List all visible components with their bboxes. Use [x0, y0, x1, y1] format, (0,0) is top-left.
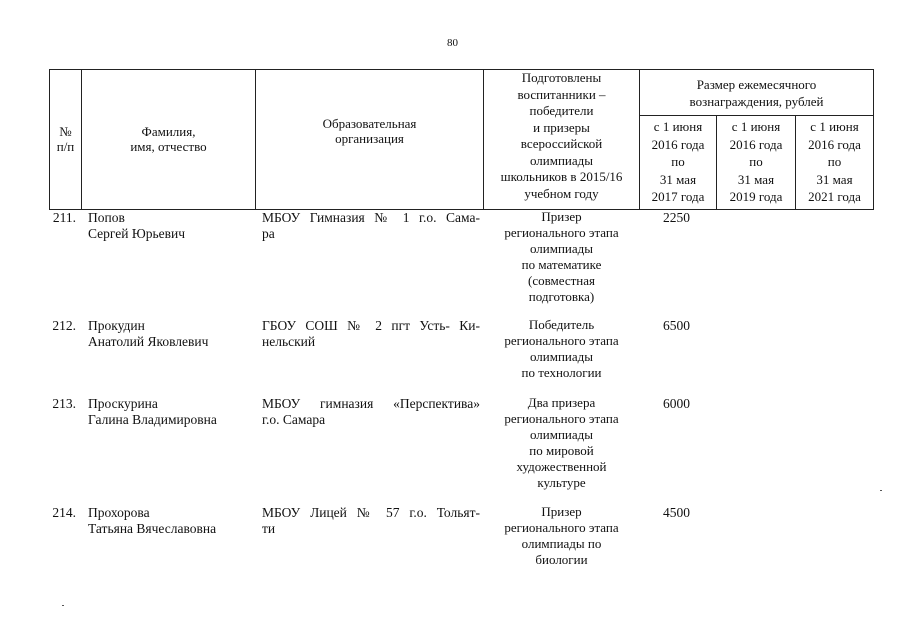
- person-surname: Попов: [88, 210, 125, 225]
- organization: [262, 318, 480, 350]
- row-number: 214.: [52, 505, 76, 520]
- header-col-organization: Образовательная организация: [322, 116, 417, 146]
- organization: [262, 210, 480, 242]
- organization: [262, 505, 480, 537]
- person-surname: Прохорова: [88, 505, 150, 520]
- organization: [262, 396, 480, 428]
- header-col-name: Фамилия, имя, отчество: [130, 124, 207, 154]
- person-given-names: Сергей Юрьевич: [88, 226, 186, 241]
- row-number: 211.: [52, 210, 76, 225]
- header-col-number: № п/п: [56, 124, 75, 154]
- header-divider: [873, 69, 874, 210]
- reward-subheader-border: [639, 115, 874, 116]
- reward-amount: 6000: [663, 396, 690, 411]
- header-period-2017: с 1 июня 2016 года по 31 мая 2017 года: [651, 119, 705, 204]
- scan-speck: [62, 605, 64, 606]
- person-given-names: Татьяна Вячеславовна: [88, 521, 217, 536]
- organization-line: ти: [262, 521, 276, 536]
- reward-amount: 4500: [663, 505, 690, 520]
- row-number: 213.: [52, 396, 76, 411]
- organization-line: МБОУ Гимназия № 1 г.о. Сама-: [262, 210, 480, 225]
- person-surname: Проскурина: [88, 396, 158, 411]
- achievement: Призер регионального этапа олимпиады по биологии: [504, 504, 619, 567]
- person-given-names: Галина Владимировна: [88, 412, 217, 427]
- row-number: 212.: [52, 318, 76, 333]
- header-top-border: [49, 69, 874, 70]
- page-number: 80: [447, 37, 458, 49]
- person-surname: Прокудин: [88, 318, 145, 333]
- header-col-reward: Размер ежемесячного вознаграждения, рублей: [689, 77, 824, 109]
- reward-amount: 2250: [663, 210, 690, 225]
- header-period-2019: с 1 июня 2016 года по 31 мая 2019 года: [729, 119, 783, 204]
- organization-line: МБОУ гимназия «Перспектива»: [262, 396, 480, 411]
- person-given-names: Анатолий Яковлевич: [88, 334, 209, 349]
- organization-line: ра: [262, 226, 275, 241]
- header-col-achievement: Подготовлены воспитанники – победители и призеры всероссийской олимпиады школьников в 2015/16 учебном году: [500, 70, 623, 201]
- organization-line: ГБОУ СОШ № 2 пгт Усть- Ки-: [262, 318, 480, 333]
- achievement: Призер регионального этапа олимпиады по математике (совместная подготовка): [504, 209, 619, 304]
- organization-line: МБОУ Лицей № 57 г.о. Тольят-: [262, 505, 480, 520]
- header-period-2021: с 1 июня 2016 года по 31 мая 2021 года: [808, 119, 861, 204]
- reward-amount: 6500: [663, 318, 690, 333]
- achievement: Два призера регионального этапа олимпиады по мировой художественной культуре: [504, 395, 619, 490]
- organization-line: г.о. Самара: [262, 412, 326, 427]
- scan-speck: [880, 490, 882, 491]
- organization-line: нельский: [262, 334, 316, 349]
- achievement: Победитель регионального этапа олимпиады по технологии: [504, 317, 619, 380]
